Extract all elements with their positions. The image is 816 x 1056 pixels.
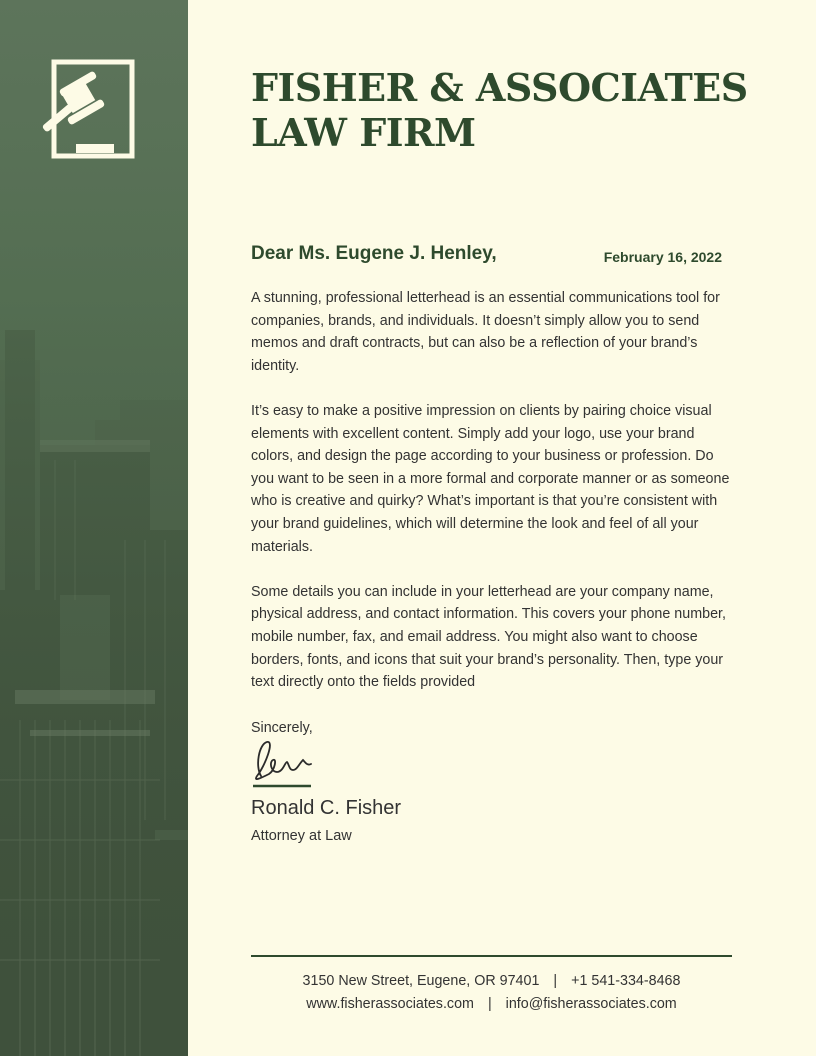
salutation: Dear Ms. Eugene J. Henley,	[251, 243, 497, 264]
footer-email[interactable]: info@fisherassociates.com	[505, 996, 677, 1012]
closing: Sincerely,	[251, 720, 313, 736]
footer-divider	[251, 955, 732, 957]
letter-date: February 16, 2022	[603, 249, 722, 265]
signature-image	[251, 736, 315, 790]
footer-website[interactable]: www.fisherassociates.com	[306, 996, 474, 1012]
footer-separator: |	[487, 996, 492, 1012]
body-paragraph: Some details you can include in your letterhead are your company name, physical address, and contact information. This covers your phone number, mobile number, fax, and email address. You might also want to choose borders, fonts, and icons that suit your brand’s personality. Then, type your text directly onto the fields provided	[251, 583, 726, 691]
footer-separator: |	[553, 973, 558, 989]
footer-address: 3150 New Street, Eugene, OR 97401	[302, 973, 540, 989]
firm-name: FISHER & ASSOCIATES	[251, 65, 748, 110]
letter-body	[251, 287, 731, 716]
gavel-icon	[36, 58, 136, 160]
signer-name: Ronald C. Fisher	[251, 797, 402, 819]
footer-address-line	[251, 973, 732, 989]
footer-contact-line	[251, 996, 732, 1012]
body-paragraph: It’s easy to make a positive impression on clients by pairing choice visual elements with excellent content. Simply add your logo, use your brand colors, and design the page according to your business or profession. Do you want to be seen in a more formal and corporate manner or as someone who is creative and quirky? What’s important is that you’re consistent with your brand guidelines, which will determine the look and feel of all your materials.	[251, 402, 730, 555]
body-paragraph: A stunning, professional letterhead is an essential communications tool for companies, brands, and individuals. It doesn’t simply allow you to send memos and draft contracts, but can also be a reflection of your brand’s identity.	[251, 290, 720, 374]
footer-phone: +1 541-334-8468	[571, 973, 681, 989]
sidebar-city-photo	[0, 0, 188, 1056]
firm-type: LAW FIRM	[251, 110, 476, 155]
signer-title: Attorney at Law	[251, 828, 352, 844]
